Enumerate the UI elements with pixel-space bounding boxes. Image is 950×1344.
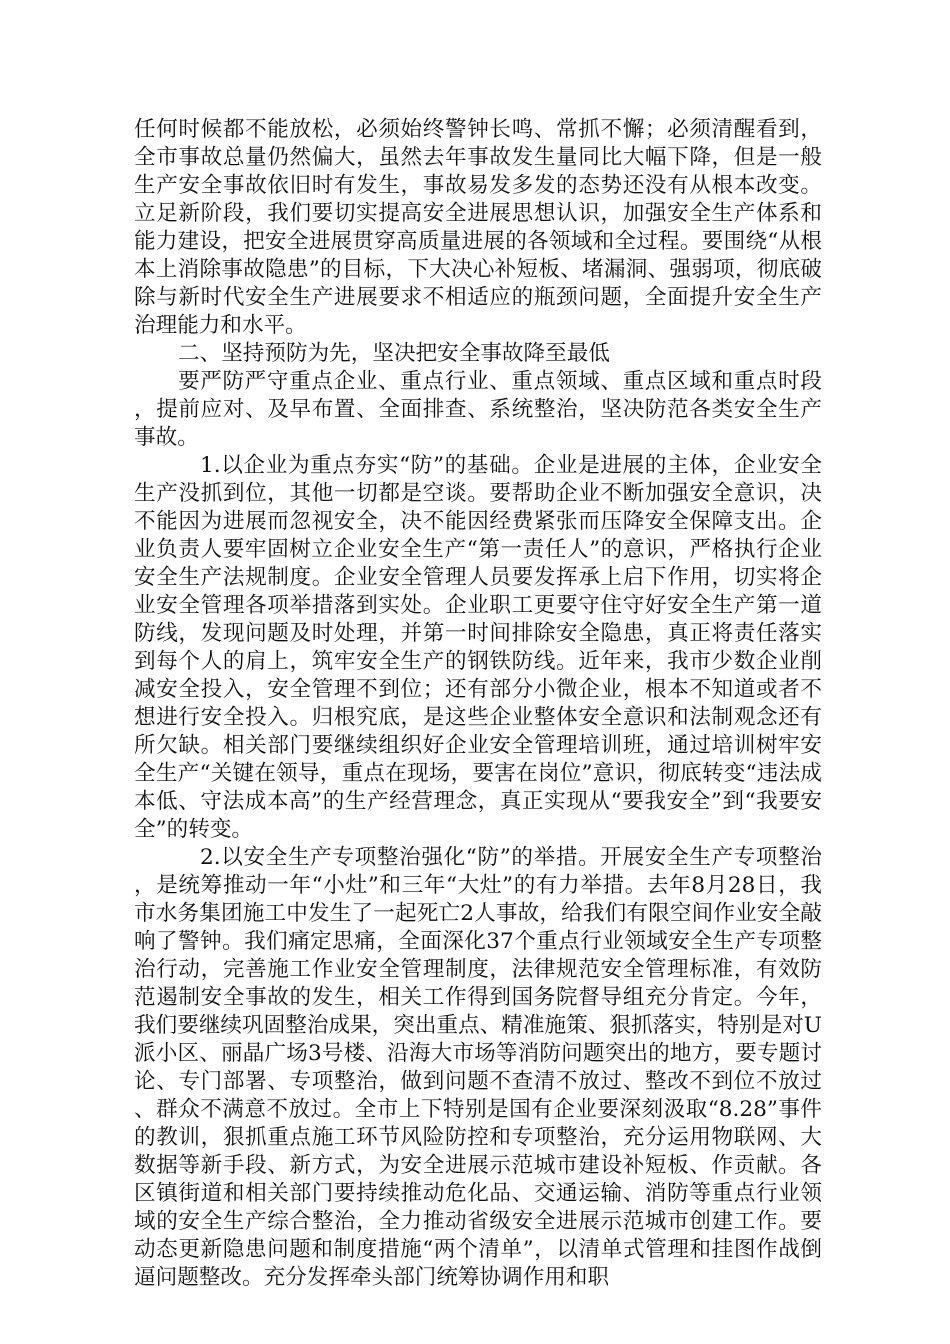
document-body <box>134 116 822 1292</box>
paragraph-item-2: 2.以安全生产专项整治强化“防”的举措。开展安全生产专项整治，是统筹推动一年“小灶”和三年“大灶”的有力举措。去年8月28日，我市水务集团施工中发生了一起死亡2人事故，给我们有限空间作业安全敲响了警钟。我们痛定思痛，全面深化37个重点行业领域安全生产专项整治行动，完善施工作业安全管理制度，法律规范安全管理标准，有效防范遏制安全事故的发生，相关工作得到国务院督导组充分肯定。今年，我们要继续巩固整治成果，突出重点、精准施策、狠抓落实，特别是对U派小区、丽晶广场3号楼、沿海大市场等消防问题突出的地方，要专题讨论、专门部署、专项整治，做到问题不查清不放过、整改不到位不放过、群众不满意不放过。全市上下特别是国有企业要深刻汲取“8.28”事件的教训，狠抓重点施工环节风险防控和专项整治，充分运用物联网、大数据等新手段、新方式，为安全进展示范城市建设补短板、作贡献。各区镇街道和相关部门要持续推动危化品、交通运输、消防等重点行业领域的安全生产综合整治，全力推动省级安全进展示范城市创建工作。要动态更新隐患问题和制度措施“两个清单”，以清单式管理和挂图作战倒逼问题整改。充分发挥牵头部门统筹协调作用和职 <box>134 845 822 1290</box>
paragraph-continuation: 任何时候都不能放松，必须始终警钟长鸣、常抓不懈；必须清醒看到，全市事故总量仍然偏大，虽然去年事故发生量同比大幅下降，但是一般生产安全事故依旧时有发生，事故易发多发的态势还没有从根本改变。立足新阶段，我们要切实提高安全进展思想认识，加强安全生产体系和能力建设，把安全进展贯穿高质量进展的各领域和全过程。要围绕“从根本上消除事故隐患”的目标，下大决心补短板、堵漏洞、强弱项，彻底破除与新时代安全生产进展要求不相适应的瓶颈问题，全面提升安全生产治理能力和水平。 <box>134 117 822 338</box>
paragraph-intro: 要严防严守重点企业、重点行业、重点领域、重点区域和重点时段，提前应对、及早布置、全面排查、系统整治，坚决防范各类安全生产事故。 <box>134 369 822 450</box>
paragraph-item-1: 1.以企业为重点夯实“防”的基础。企业是进展的主体，企业安全生产没抓到位，其他一切都是空谈。要帮助企业不断加强安全意识，决不能因为进展而忽视安全，决不能因经费紧张而压降安全保障支出。企业负责人要牢固树立企业安全生产“第一责任人”的意识，严格执行企业安全生产法规制度。企业安全管理人员要发挥承上启下作用，切实将企业安全管理各项举措落到实处。企业职工更要守住守好安全生产第一道防线，发现问题及时处理，并第一时间排除安全隐患，真正将责任落实到每个人的肩上，筑牢安全生产的钢铁防线。近年来，我市少数企业削减安全投入，安全管理不到位；还有部分小微企业，根本不知道或者不想进行安全投入。归根究底，是这些企业整体安全意识和法制观念还有所欠缺。相关部门要继续组织好企业安全管理培训班，通过培训树牢安全生产“关键在领导，重点在现场，要害在岗位”意识，彻底转变“违法成本低、守法成本高”的生产经营理念，真正实现从“要我安全”到“我要安全”的转变。 <box>134 453 822 842</box>
section-heading: 二、坚持预防为先，坚决把安全事故降至最低 <box>178 341 610 366</box>
